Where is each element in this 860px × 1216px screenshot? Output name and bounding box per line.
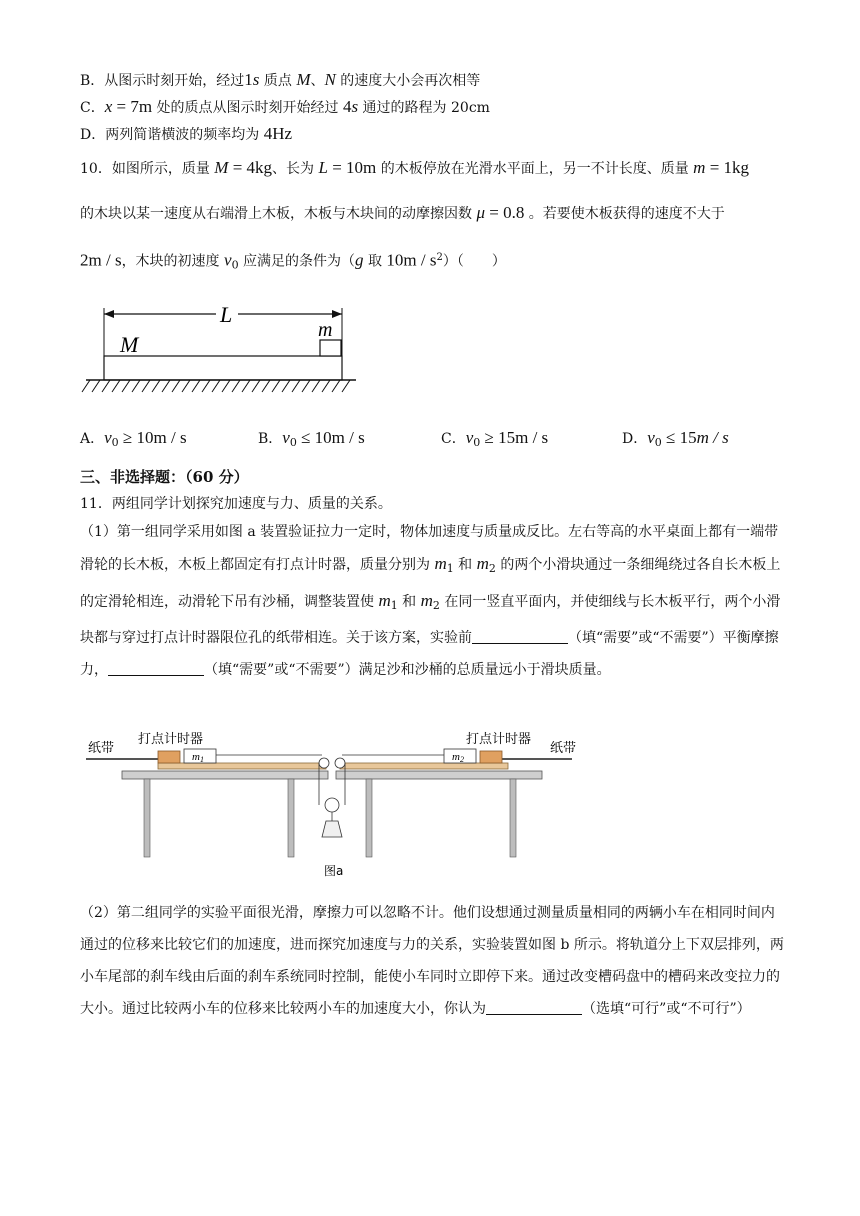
option-letter: D． <box>80 127 106 143</box>
option-letter: A． <box>80 431 105 447</box>
math: ≥ 10m / s <box>118 428 187 447</box>
text: ）（ ） <box>442 253 506 270</box>
length-label: L <box>220 302 233 327</box>
subscript: 1 <box>390 599 398 612</box>
math: m / s <box>696 428 729 447</box>
text: 。若要使木板获得的速度不大于 <box>524 206 725 222</box>
math: m <box>434 554 447 573</box>
math: = 1kg <box>705 158 750 177</box>
q10-line-3 <box>80 248 506 276</box>
paper-tape-right-label: 纸带 <box>550 741 577 756</box>
math: m <box>476 554 489 573</box>
math: = 10m <box>327 158 377 177</box>
q10-line-1 <box>80 158 749 179</box>
math: ≥ 15m / s <box>480 428 549 447</box>
subscript: 1 <box>446 562 454 575</box>
text: 、 <box>310 73 325 89</box>
text: 、长为 <box>272 161 319 177</box>
right-table-top <box>336 771 542 779</box>
left-board <box>158 763 326 769</box>
math: v <box>282 428 290 447</box>
option-letter: C． <box>80 100 105 116</box>
text: 在同一竖直平面内，并使细线与长木板平行，两个小滑块都与穿过打点计时器限位孔的纸带相连。关于该方案，实验前 <box>80 594 781 646</box>
q9-option-b <box>80 70 480 91</box>
right-board <box>340 763 508 769</box>
math: = 4kg <box>228 158 273 177</box>
text: （1）第一组同学采用如图 a 装置验证拉力一定时，物体加速度与质量成反比。左右等高的水平桌面上都有一端带滑轮的长木板，木板上都固定有打点计时器，质量分别为 <box>80 524 779 573</box>
answer-blank-1[interactable] <box>472 629 568 644</box>
timer-right <box>480 751 502 763</box>
text: （填“需要”或“不需要”）平衡摩擦力， <box>80 630 779 678</box>
math: m <box>693 158 706 177</box>
arrow-left <box>104 310 114 318</box>
text: 通过的路程为 20cm <box>358 100 490 116</box>
math: = 7m <box>112 97 153 116</box>
answer-blank-3[interactable] <box>486 1000 582 1015</box>
q10-option-b <box>258 428 365 449</box>
text: 应满足的条件为（ <box>238 253 356 270</box>
math: m <box>378 591 391 610</box>
math: x <box>104 97 113 116</box>
math: N <box>324 70 336 89</box>
text: 的木块以某一速度从右端滑上木板，木板与木块间的动摩擦因数 <box>80 206 477 222</box>
text: 和 <box>397 594 421 610</box>
math: L <box>318 158 328 177</box>
right-table-leg-1 <box>366 779 372 857</box>
wooden-block <box>320 340 341 356</box>
q10-board-figure <box>80 300 360 400</box>
text: 质点 <box>259 73 297 89</box>
text: 和 <box>453 557 477 573</box>
math: = 0.8 <box>485 203 525 222</box>
math: v <box>465 428 474 447</box>
movable-pulley <box>325 798 339 812</box>
figure-a-caption: 图a <box>324 864 344 878</box>
math: M <box>296 70 311 89</box>
subscript: 0 <box>654 436 662 449</box>
text: 的速度大小会再次相等 <box>335 73 481 89</box>
text: 的两个小滑块通过一条细绳绕过各自长木板上的定滑轮相连，动滑轮下吊有沙桶，调整装置使 <box>80 557 781 610</box>
math: v <box>104 428 112 447</box>
sand-bucket <box>322 821 342 837</box>
q10-option-a <box>80 428 187 449</box>
option-letter: C． <box>441 431 466 447</box>
q10-option-d <box>622 428 729 449</box>
text: （2）第二组同学的实验平面很光滑，摩擦力可以忽略不计。他们设想通过测量质量相同的两辆小车在相同时间内通过的位移来比较它们的加速度，进而探究加速度与力的关系，实验装置如图 b 所示。将轨道分上下双层排列，两小车尾部的刹车线由后面的刹车系统同时控制，能使小车同时立即停下来。通过改变槽码盘中的槽码来改变拉力的大小。通过比较两小车的位移来比较两小车的加速度大小，你认为 <box>80 905 784 1017</box>
text: 两列简谐横波的频率均为 <box>105 127 264 143</box>
text: （选填“可行”或“不可行”） <box>582 1001 751 1017</box>
wooden-board <box>104 356 342 380</box>
section-heading: 三、非选择题：（60 分） <box>80 468 249 486</box>
math: 2m / s <box>80 250 122 270</box>
q9-option-d <box>80 124 292 145</box>
math: M <box>214 158 229 177</box>
q11-part1 <box>80 516 785 686</box>
text: 取 <box>363 253 387 270</box>
math: s <box>252 70 260 89</box>
option-letter: B． <box>80 73 105 89</box>
math: μ <box>476 203 485 222</box>
pulley-right <box>335 758 345 768</box>
math: 10m / s <box>386 250 437 270</box>
math: s <box>351 97 359 116</box>
math: g <box>355 250 364 270</box>
block-m1-label: m1 <box>192 751 204 764</box>
q11-stem: 11．两组同学计划探究加速度与力、质量的关系。 <box>80 496 392 512</box>
answer-blank-2[interactable] <box>108 661 204 676</box>
left-table-leg-2 <box>288 779 294 857</box>
text: ，木块的初速度 <box>121 253 225 270</box>
pulley-left <box>319 758 329 768</box>
math: v <box>647 428 655 447</box>
arrow-right <box>332 310 342 318</box>
option-letter: B． <box>258 431 283 447</box>
math: 1 <box>244 70 253 89</box>
timer-right-label: 打点计时器 <box>466 732 532 747</box>
option-letter: D． <box>622 431 648 447</box>
text: 的木板停放在光滑水平面上，另一不计长度、质量 <box>376 161 694 177</box>
subscript: 0 <box>231 258 239 272</box>
math: m <box>420 591 433 610</box>
text: 从图示时刻开始，经过 <box>104 73 245 89</box>
text: 处的质点从图示时刻开始经过 <box>152 100 343 116</box>
block-mass-label: m <box>318 319 333 341</box>
subscript: 2 <box>432 599 440 612</box>
subscript: 0 <box>289 436 297 449</box>
text: （填“需要”或“不需要”）满足沙和沙桶的总质量远小于滑块质量。 <box>204 662 611 678</box>
board-mass-label: M <box>120 332 139 357</box>
math: ≤ 10m / s <box>296 428 365 447</box>
q10-option-c <box>441 428 548 449</box>
subscript: 2 <box>488 562 496 575</box>
text: 10．如图所示，质量 <box>80 161 215 177</box>
q9-option-c <box>80 97 490 118</box>
paper-tape-left-label: 纸带 <box>88 741 115 756</box>
left-table-leg-1 <box>144 779 150 857</box>
math: 4 <box>342 97 352 116</box>
superscript: 2 <box>436 252 443 263</box>
subscript: 0 <box>111 436 119 449</box>
figure-a-apparatus <box>80 725 600 885</box>
block-m2-label: m2 <box>452 751 464 764</box>
math: v <box>224 250 232 270</box>
q11-part2 <box>80 897 785 1025</box>
right-table-leg-2 <box>510 779 516 857</box>
math: 4Hz <box>263 124 293 143</box>
timer-left <box>158 751 180 763</box>
subscript: 0 <box>473 436 481 449</box>
left-table-top <box>122 771 328 779</box>
math: ≤ 15 <box>661 428 697 447</box>
q10-line-2 <box>80 203 725 224</box>
ground-hatch <box>82 380 350 392</box>
timer-left-label: 打点计时器 <box>138 732 204 747</box>
